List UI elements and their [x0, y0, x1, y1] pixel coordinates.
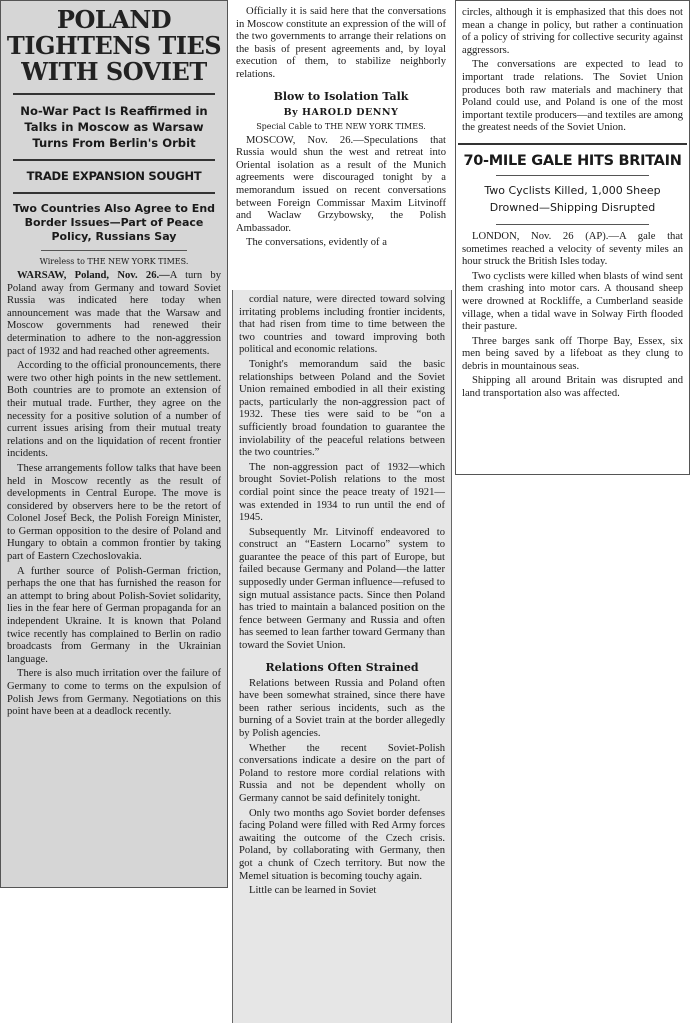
dateline: WARSAW, Poland, Nov. 26.— — [17, 270, 170, 281]
divider — [496, 175, 649, 176]
headline-deck: No-War Pact Is Reaffirmed in Talks in Moscow as Warsaw Turns From Berlin's Orbit — [20, 104, 208, 150]
paragraph: Two cyclists were killed when blasts of wind sent them crashing into motor cars. A thousand sheep were drowned at Rockliffe, a Cumberland seaside village, when a tidal wave in Solway Firth flooded their pasture. — [462, 270, 683, 333]
divider — [41, 250, 187, 251]
paragraph: Three barges sank off Thorpe Bay, Essex, six men being saved by a lifeboat as they clung to debris in mountainous seas. — [462, 335, 683, 372]
paragraph: These arrangements follow talks that have been held in Moscow recently as the result of developments in Central Europe. The move is considered by observers here to be the retort of Colonel Josef Beck, the Polish Foreign Minister, to German opposition to the desire of Poland and Hungary to obtain a common frontier by taking part of Eastern Czechoslovakia. — [7, 462, 221, 563]
byline: By HAROLD DENNY — [283, 106, 399, 118]
paragraph: A further source of Polish-German friction, perhaps the one that has furnished the reason for an attempt to bring about Polish-Soviet solidarity, lies in the fear here of German propaganda for an independent Ukraine. It is known that Poland twice recently has complained to Berlin on radio broadcasts from Germany in the Ukrainian language. — [7, 565, 221, 665]
left-column — [0, 0, 228, 888]
paragraph: Only two months ago Soviet border defenses facing Poland were filled with Red Army forces awaiting the outcome of the Czech crisis. Poland, by collaborating with Germany, then got a chunk of Czech territory. But now the Memel situation is becoming touchy again. — [239, 807, 445, 882]
paragraph: The conversations are expected to lead to important trade relations. The Soviet Union produces both raw materials and machinery that Poland could use, and Poland is one of the most important textile producers—and textiles are among the greatest needs of the Soviet Union. — [462, 59, 683, 134]
headline-deck-2: Two Countries Also Agree to End Border Issues—Part of Peace Policy, Russians Say — [12, 202, 216, 243]
paragraph — [462, 231, 683, 269]
divider — [13, 192, 215, 194]
paragraph: cordial nature, were directed toward solving irritating problems including frontier incidents, that had risen from time to time between the two countries and toward improving both political and economic relations. — [239, 294, 445, 356]
paragraph-text: A turn by Poland away from Germany and toward Soviet Russia was indicated here today when announcement was made that the Warsaw and Moscow governments had renewed their determination to adhere to the non-aggression pact of 1932 and had reached other agreements. — [7, 270, 221, 357]
paragraph — [236, 135, 446, 236]
cable-credit: Special Cable to THE NEW YORK TIMES. — [256, 121, 426, 131]
middle-column-top — [230, 0, 452, 283]
divider — [13, 159, 215, 161]
paragraph: Shipping all around Britain was disrupted and land transportation also was affected. — [462, 375, 683, 400]
paragraph: The non-aggression pact of 1932—which brought Soviet-Polish relations to the most cordial point since the peace treaty of 1921—was extended in 1934 to run until the end of 1945. — [239, 461, 445, 524]
paragraph — [7, 270, 221, 358]
subhead-relations: Relations Often Strained — [265, 660, 419, 674]
paragraph: circles, although it is emphasized that this does not mean a change in policy, but rather a continuation of a policy of striving for collective security against aggressors. — [462, 7, 683, 56]
paragraph: Whether the recent Soviet-Polish conversations indicate a desire on the part of Poland to restore more cordial relations with Russia and not be dependent wholly on Germany cannot be said definitely tonight. — [239, 742, 445, 804]
paragraph: The conversations, evidently of a — [246, 237, 387, 249]
paragraph-text: A gale that sometimes reached a velocity of seventy miles an hour struck the British Isles today. — [462, 230, 683, 268]
dateline: MOSCOW, Nov. 26.— — [246, 134, 364, 146]
kicker-trade: TRADE EXPANSION SOUGHT — [26, 169, 202, 183]
paragraph: Tonight's memorandum said the basic relationships between Poland and the Soviet Union remained embodied in all their existing pacts, particularly the non-aggression pact of 1932. These ties were said to be “on a sufficiently broad foundation to guarantee the inviolability of the peaceful relations between the two countries.” — [239, 358, 445, 459]
paragraph: Subsequently Mr. Litvinoff endeavored to construct an “Eastern Locarno” system to guarantee the peace of this part of Europe, but failed because Germany and Poland—the latter supposedly under German influence—refused to sign mutual assistance pacts. Since then Poland has tried to maintain a balanced position on the fence between Germany and Russia and often has seemed to lean farther toward Germany than toward the Soviet Union. — [239, 526, 445, 652]
middle-column-bottom — [232, 290, 452, 1023]
paragraph: Relations between Russia and Poland often have been somewhat strained, since there have been rather serious incidents, such as the burning of a Soviet train at the border allegedly by Polish agencies. — [239, 677, 445, 739]
paragraph: There is also much irritation over the failure of Germany to come to terms on the expulsion of Polish Jews from Germany. Negotiations on this point have been at a deadlock recently. — [7, 668, 221, 718]
paragraph: According to the official pronouncements, there were two other high points in the new settlement. Both countries are to promote an extension of their mutual trade. Further, they agree on the necessity for a positive solution of a number of current issues arising from their mutual treaty relations and on the liquidation of recent frontier incidents. — [7, 360, 221, 460]
wire-credit: Wireless to THE NEW YORK TIMES. — [39, 257, 189, 266]
dateline: LONDON, Nov. 26 (AP).— — [472, 230, 620, 242]
gale-headline: 70-MILE GALE HITS BRITAIN — [463, 152, 682, 169]
paragraph: Little can be learned in Soviet — [249, 885, 377, 897]
gale-deck: Two Cyclists Killed, 1,000 Sheep Drowned—Shipping Disrupted — [484, 183, 661, 214]
right-column — [455, 0, 690, 475]
paragraph-text: Speculations that Russia would shun the west and retreat into Oriental isolation as a result of the Munich agreements were discouraged tonight by a memorandum issued on recent conversations between Foreign Commissar Maxim Litvinoff and Waclaw Grzybowsky, the Polish Ambassador. — [236, 134, 446, 234]
divider — [458, 143, 687, 145]
divider — [13, 93, 215, 95]
main-headline: POLAND TIGHTENS TIES WITH SOVIET — [6, 5, 222, 86]
paragraph: Officially it is said here that the conversations in Moscow constitute an expression of the will of the two governments to arrange their relations on the basis of present agreements and, by loyal execution of them, to stabilize neighborly relations. — [236, 6, 446, 80]
divider — [496, 224, 649, 225]
subhead-isolation: Blow to Isolation Talk — [273, 89, 409, 103]
